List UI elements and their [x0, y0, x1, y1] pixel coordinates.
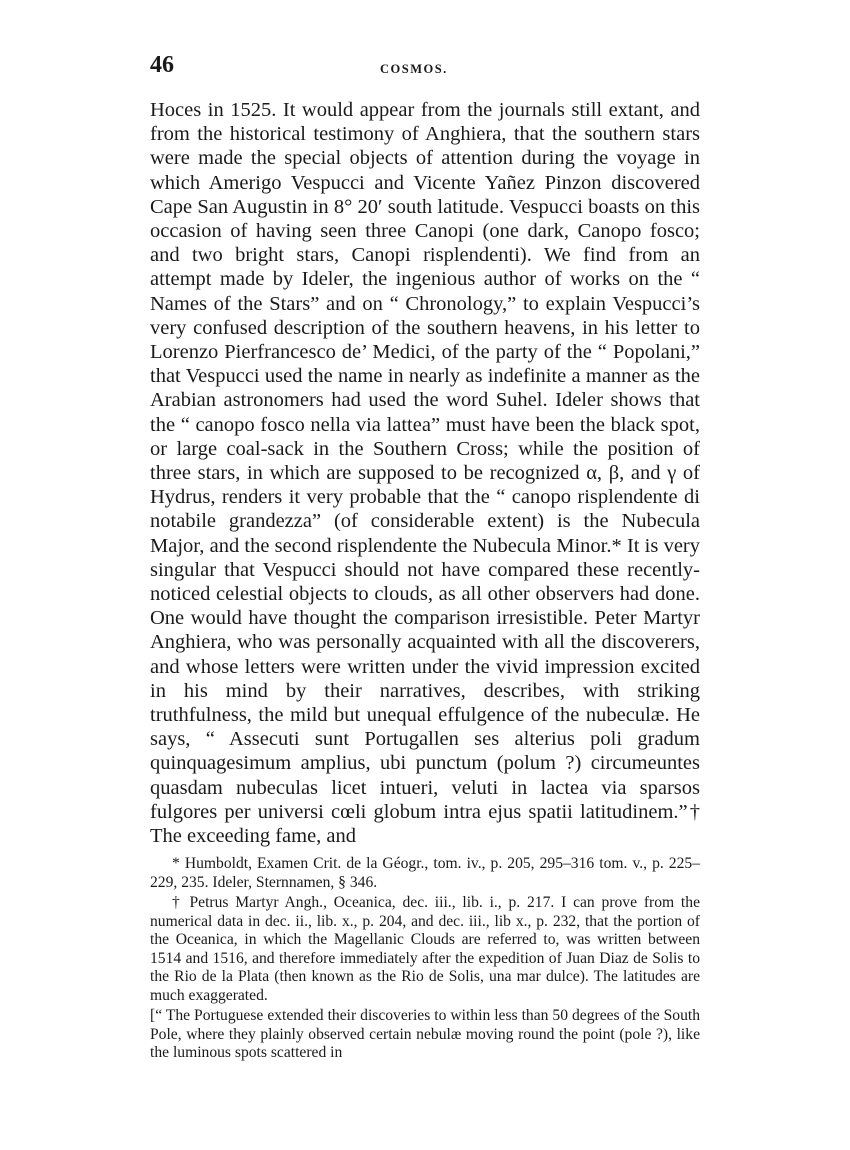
footnote-translation: [“ The Portuguese extended their discoveries to within less than 50 degrees of the South Pole, where they plainly observed certain nebulæ moving round the point (pole ?), like the luminous spots scattered in [150, 1007, 700, 1061]
page-number: 46 [150, 52, 174, 78]
footnotes [150, 855, 700, 1065]
footnote-petrus-martyr: † Petrus Martyr Angh., Oceanica, dec. iii., lib. i., p. 217. I can prove from the numerical data in dec. ii., lib. x., p. 204, and dec. iii., lib x., p. 232, that the portion of the Oceanica, in which the Magellanic Clouds are referred to, was written between 1514 and 1516, and therefore immediately after the expedition of Juan Diaz de Solis to the Rio de la Plata (then known as the Rio de Solis, una mar dulce). The latitudes are much exaggerated. [150, 894, 700, 1004]
page-header [150, 52, 700, 82]
body-paragraph: Hoces in 1525. It would appear from the journals still extant, and from the historical testimony of Anghiera, that the southern stars were made the special objects of attention during the voyage in which Amerigo Vespucci and Vicente Yañez Pinzon discovered Cape San Augustin in 8° 20′ south latitude. Vespucci boasts on this occasion of having seen three Canopi (one dark, Canopo fosco; and two bright stars, Canopi risplendenti). We find from an attempt made by Ideler, the ingenious author of works on the “ Names of the Stars” and on “ Chronology,” to explain Vespucci’s very confused description of the southern heavens, in his letter to Lorenzo Pierfrancesco de’ Medici, of the party of the “ Popolani,” that Vespucci used the name in nearly as indefinite a manner as the Arabian astronomers had used the word Suhel. Ideler shows that the “ canopo fosco nella via lattea” must have been the black spot, or large coal-sack in the Southern Cross; while the position of three stars, in which are supposed to be recognized α, β, and γ of Hydrus, renders it very probable that the “ canopo risplendente di notabile grandezza” (of considerable extent) is the Nubecula Major, and the second risplendente the Nubecula Minor.* It is very singular that Vespucci should not have compared these recently-noticed celestial objects to clouds, as all other observers had done. One would have thought the comparison irresistible. Peter Martyr Anghiera, who was personally acquainted with all the discoverers, and whose letters were written under the vivid impression excited in his mind by their narratives, describes, with striking truthfulness, the mild but unequal effulgence of the nubeculæ. He says, “ Assecuti sunt Portugallen ses alterius poli gradum quinquagesimum amplius, ubi punctum (polum ?) circumeuntes quasdam nubeculas licet intueri, veluti in lactea via sparsos fulgores per universi cœli globum intra ejus spatii latitudinem.”† The exceeding fame, and [150, 99, 700, 848]
running-head: COSMOS. [380, 62, 448, 76]
footnote-humboldt: * Humboldt, Examen Crit. de la Géogr., tom. iv., p. 205, 295–316 tom. v., p. 225–229, 235. Ideler, Sternnamen, § 346. [150, 855, 700, 891]
